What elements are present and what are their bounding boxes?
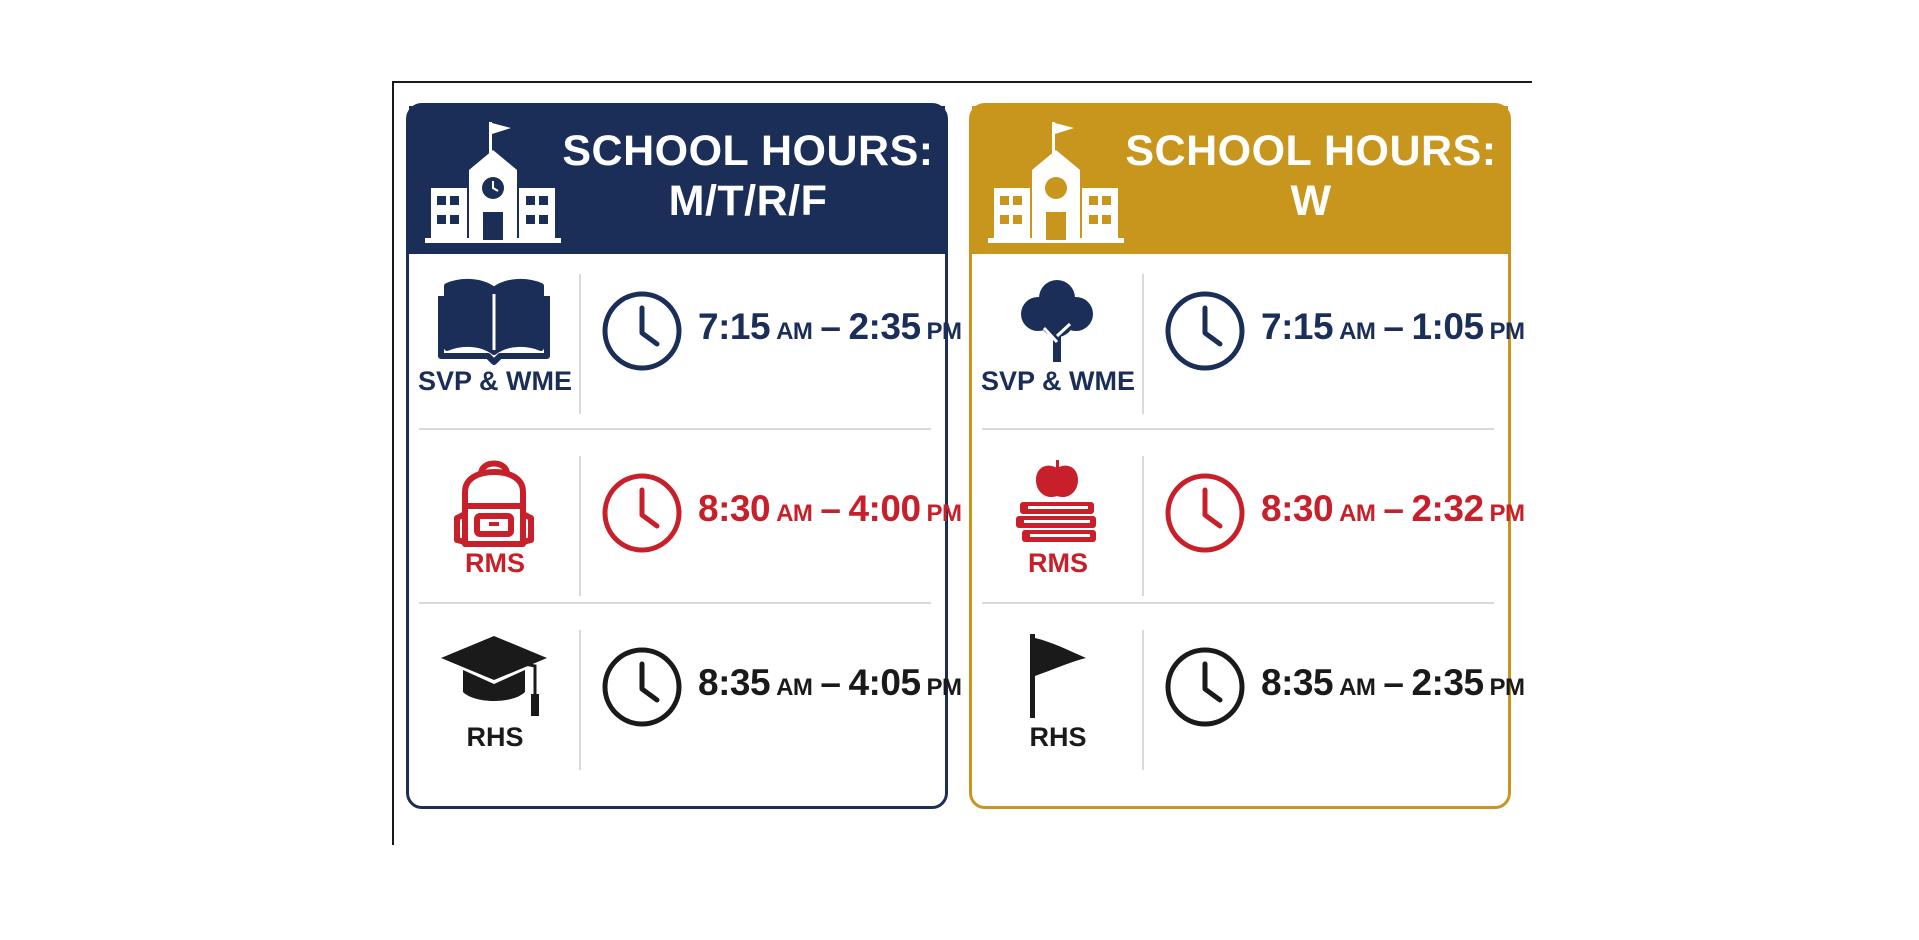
header-title-line2: W (1290, 177, 1332, 225)
schoolhouse-icon (986, 120, 1126, 245)
graduation-cap-icon (439, 632, 549, 720)
end-time: 4:05 (848, 662, 921, 703)
end-ampm: PM (926, 318, 962, 345)
end-time: 4:00 (848, 488, 921, 529)
column-divider (1142, 456, 1144, 596)
time-dash: – (820, 306, 841, 347)
column-divider (579, 630, 581, 770)
start-time: 8:30 (698, 488, 771, 529)
start-time: 8:35 (698, 662, 771, 703)
row-divider (982, 602, 1494, 604)
end-ampm: PM (1489, 674, 1525, 701)
end-ampm: PM (1489, 500, 1525, 527)
start-ampm: AM (776, 500, 813, 527)
header-title-line1: SCHOOL HOURS: (562, 127, 934, 175)
start-time: 7:15 (1261, 306, 1334, 347)
column-divider (579, 456, 581, 596)
time-dash: – (1383, 662, 1404, 703)
frame-top-border (393, 81, 1532, 83)
start-time: 8:35 (1261, 662, 1334, 703)
clock-icon (1164, 472, 1246, 554)
time-dash: – (1383, 488, 1404, 529)
row-divider (982, 428, 1494, 430)
start-ampm: AM (776, 318, 813, 345)
time-range (698, 306, 962, 348)
school-label: RMS (1028, 548, 1088, 578)
pennant-flag-icon (1002, 632, 1112, 720)
school-label: RMS (465, 548, 525, 578)
clock-icon (601, 290, 683, 372)
header-title (559, 126, 937, 226)
time-range (698, 488, 962, 530)
row-divider (419, 602, 931, 604)
schedule-row-svp-wme (409, 254, 962, 428)
clock-icon (1164, 646, 1246, 728)
clock-icon (1164, 290, 1246, 372)
clock-icon (601, 472, 683, 554)
start-ampm: AM (776, 674, 813, 701)
time-dash: – (820, 488, 841, 529)
schedule-rows (972, 254, 1525, 806)
schedule-row-rhs (409, 610, 962, 784)
open-book-icon (439, 276, 549, 364)
end-time: 2:32 (1411, 488, 1484, 529)
end-time: 1:05 (1411, 306, 1484, 347)
schedule-row-svp-wme (972, 254, 1525, 428)
header-title-line1: SCHOOL HOURS: (1125, 127, 1497, 175)
start-ampm: AM (1339, 674, 1376, 701)
time-dash: – (1383, 306, 1404, 347)
schedule-row-rhs (972, 610, 1525, 784)
end-time: 2:35 (848, 306, 921, 347)
start-time: 7:15 (698, 306, 771, 347)
card-header (972, 106, 1508, 254)
school-label: SVP & WME (980, 366, 1136, 396)
header-title-line2: M/T/R/F (668, 177, 828, 225)
schedule-card-mtrf (406, 103, 962, 809)
column-divider (579, 274, 581, 414)
row-divider (419, 428, 931, 430)
end-ampm: PM (926, 674, 962, 701)
card-header (409, 106, 945, 254)
apple-books-icon (1002, 458, 1112, 546)
header-title (1122, 126, 1500, 226)
time-range (1261, 662, 1525, 704)
schedule-card-w (969, 103, 1525, 809)
frame-left-border (392, 81, 394, 845)
schedule-row-rms (409, 436, 962, 610)
time-dash: – (820, 662, 841, 703)
tree-icon (1002, 276, 1112, 364)
schedule-rows (409, 254, 962, 806)
school-label: RHS (466, 722, 524, 752)
column-divider (1142, 274, 1144, 414)
column-divider (1142, 630, 1144, 770)
end-ampm: PM (926, 500, 962, 527)
time-range (698, 662, 962, 704)
time-range (1261, 488, 1525, 530)
clock-icon (601, 646, 683, 728)
start-ampm: AM (1339, 318, 1376, 345)
school-label: RHS (1029, 722, 1087, 752)
schoolhouse-icon (423, 120, 563, 245)
school-label: SVP & WME (417, 366, 573, 396)
start-ampm: AM (1339, 500, 1376, 527)
end-time: 2:35 (1411, 662, 1484, 703)
time-range (1261, 306, 1525, 348)
schedule-row-rms (972, 436, 1525, 610)
end-ampm: PM (1489, 318, 1525, 345)
start-time: 8:30 (1261, 488, 1334, 529)
backpack-icon (439, 458, 549, 546)
